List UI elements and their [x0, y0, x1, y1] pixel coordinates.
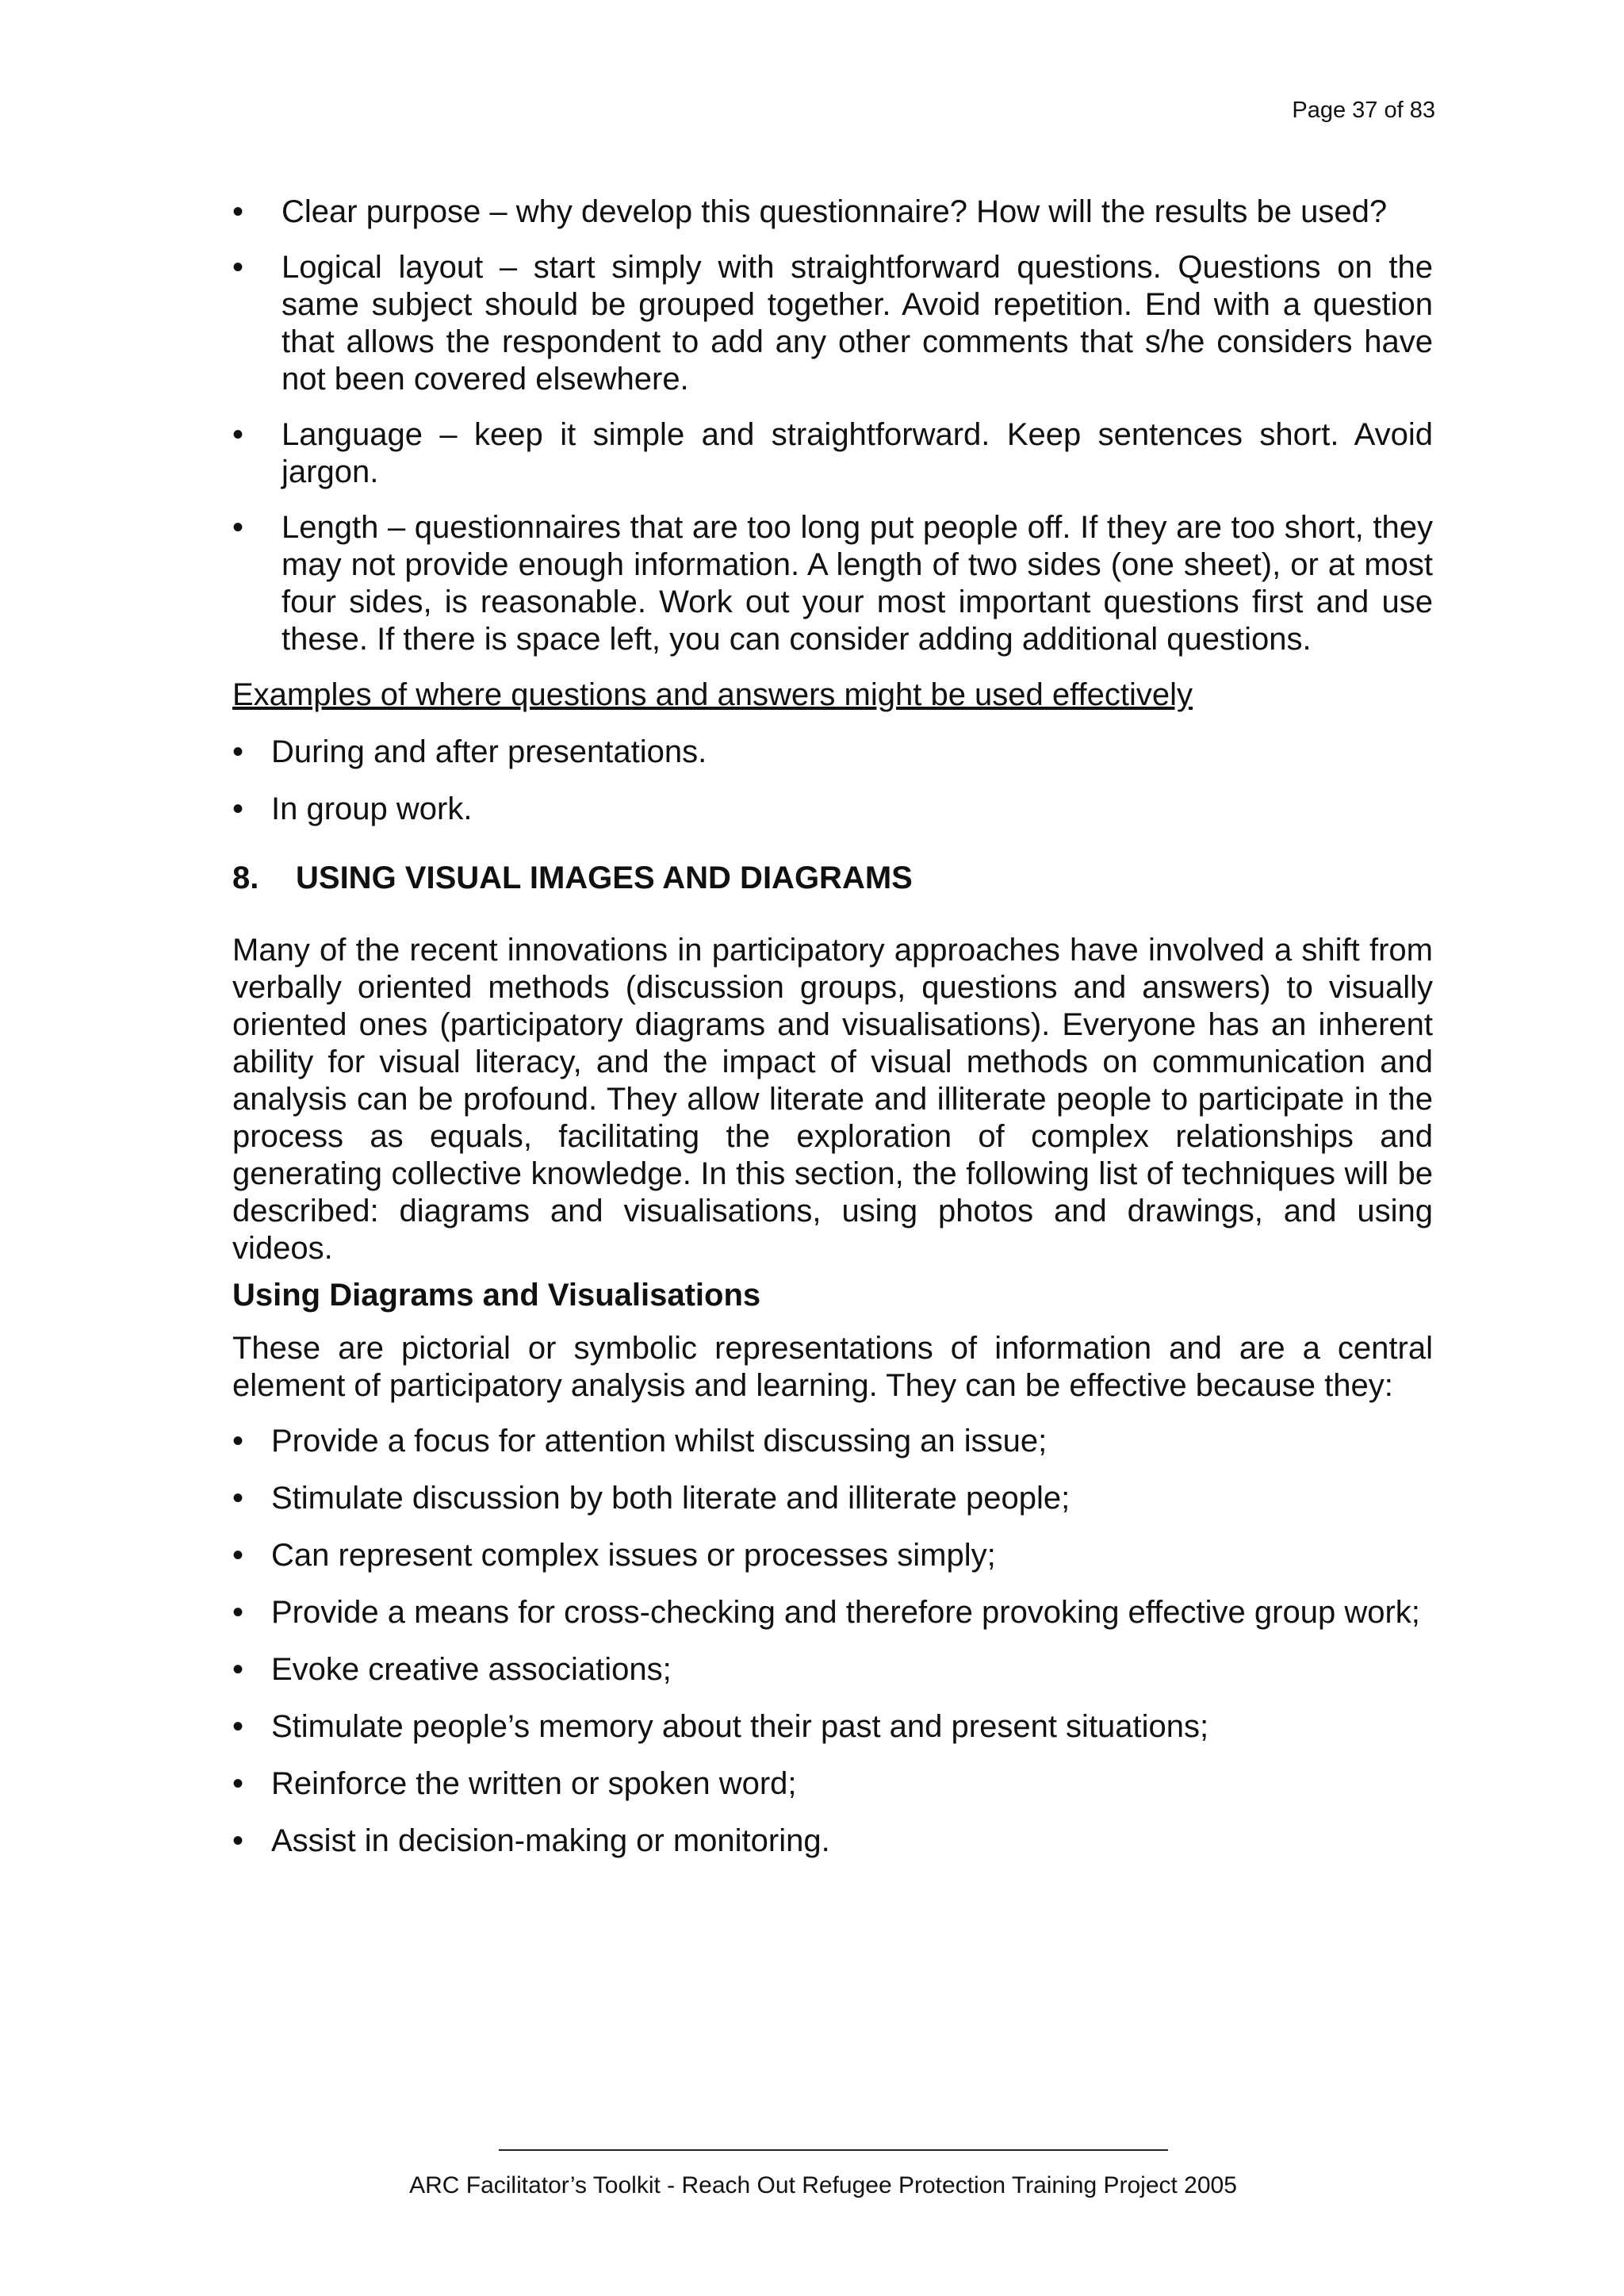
- list-item: • Can represent complex issues or processes simply;: [232, 1537, 1433, 1574]
- questionnaire-guidelines-list: [232, 194, 1433, 658]
- footer-divider: [499, 2149, 1168, 2151]
- list-item: • Stimulate people’s memory about their past and present situations;: [232, 1708, 1433, 1746]
- section-number: 8.: [232, 861, 259, 895]
- examples-list: [232, 734, 1433, 828]
- list-item: • Provide a focus for attention whilst discussing an issue;: [232, 1423, 1433, 1460]
- list-item: • Reinforce the written or spoken word;: [232, 1765, 1433, 1803]
- page-number: Page 37 of 83: [1292, 98, 1435, 123]
- list-item: • Evoke creative associations;: [232, 1651, 1433, 1688]
- list-item: • Provide a means for cross-checking and therefore provoking effective group work;: [232, 1594, 1433, 1631]
- section-heading: [232, 860, 1433, 897]
- subheading: Using Diagrams and Visualisations: [232, 1278, 761, 1313]
- list-item: • Language – keep it simple and straightforward. Keep sentences short. Avoid jargon.: [232, 416, 1433, 491]
- page-content: [232, 194, 1433, 1880]
- list-item: • Length – questionnaires that are too long put people off. If they are too short, they may not provide enough information. A length of two sides (one sheet), or at most four sides, is reasonable. Work out your most important questions first and use these. If there is space left, you can consider adding additional questions.: [232, 509, 1433, 658]
- footer-text: ARC Facilitator’s Toolkit - Reach Out Refugee Protection Training Project 2005: [409, 2172, 1237, 2198]
- list-item: • Clear purpose – why develop this questionnaire? How will the results be used?: [232, 194, 1433, 231]
- list-item: • Stimulate discussion by both literate and illiterate people;: [232, 1480, 1433, 1517]
- examples-heading: Examples of where questions and answers might be used effectively: [232, 677, 1193, 712]
- list-item: • During and after presentations.: [232, 734, 1433, 771]
- section-title: USING VISUAL IMAGES AND DIAGRAMS: [296, 861, 913, 895]
- diagrams-intro-paragraph: These are pictorial or symbolic representations of information and are a central element of participatory analysis and learning. They can be effective because they:: [232, 1331, 1433, 1403]
- diagram-benefits-list: [232, 1423, 1433, 1860]
- list-item: • Logical layout – start simply with straightforward questions. Questions on the same subject should be grouped together. Avoid repetition. End with a question that allows the respondent to add any other comments that s/he considers have not been covered elsewhere.: [232, 249, 1433, 398]
- list-item: • Assist in decision-making or monitoring.: [232, 1823, 1433, 1860]
- list-item: • In group work.: [232, 791, 1433, 828]
- section-intro-paragraph: Many of the recent innovations in participatory approaches have involved a shift from verbally oriented methods (discussion groups, questions and answers) to visually oriented ones (participatory diagrams and visualisations). Everyone has an inherent ability for visual literacy, and the impact of visual methods on communication and analysis can be profound. They allow literate and illiterate people to participate in the process as equals, facilitating the exploration of complex relationships and generating collective knowledge. In this section, the following list of techniques will be described: diagrams and visualisations, using photos and drawings, and using videos.: [232, 933, 1433, 1266]
